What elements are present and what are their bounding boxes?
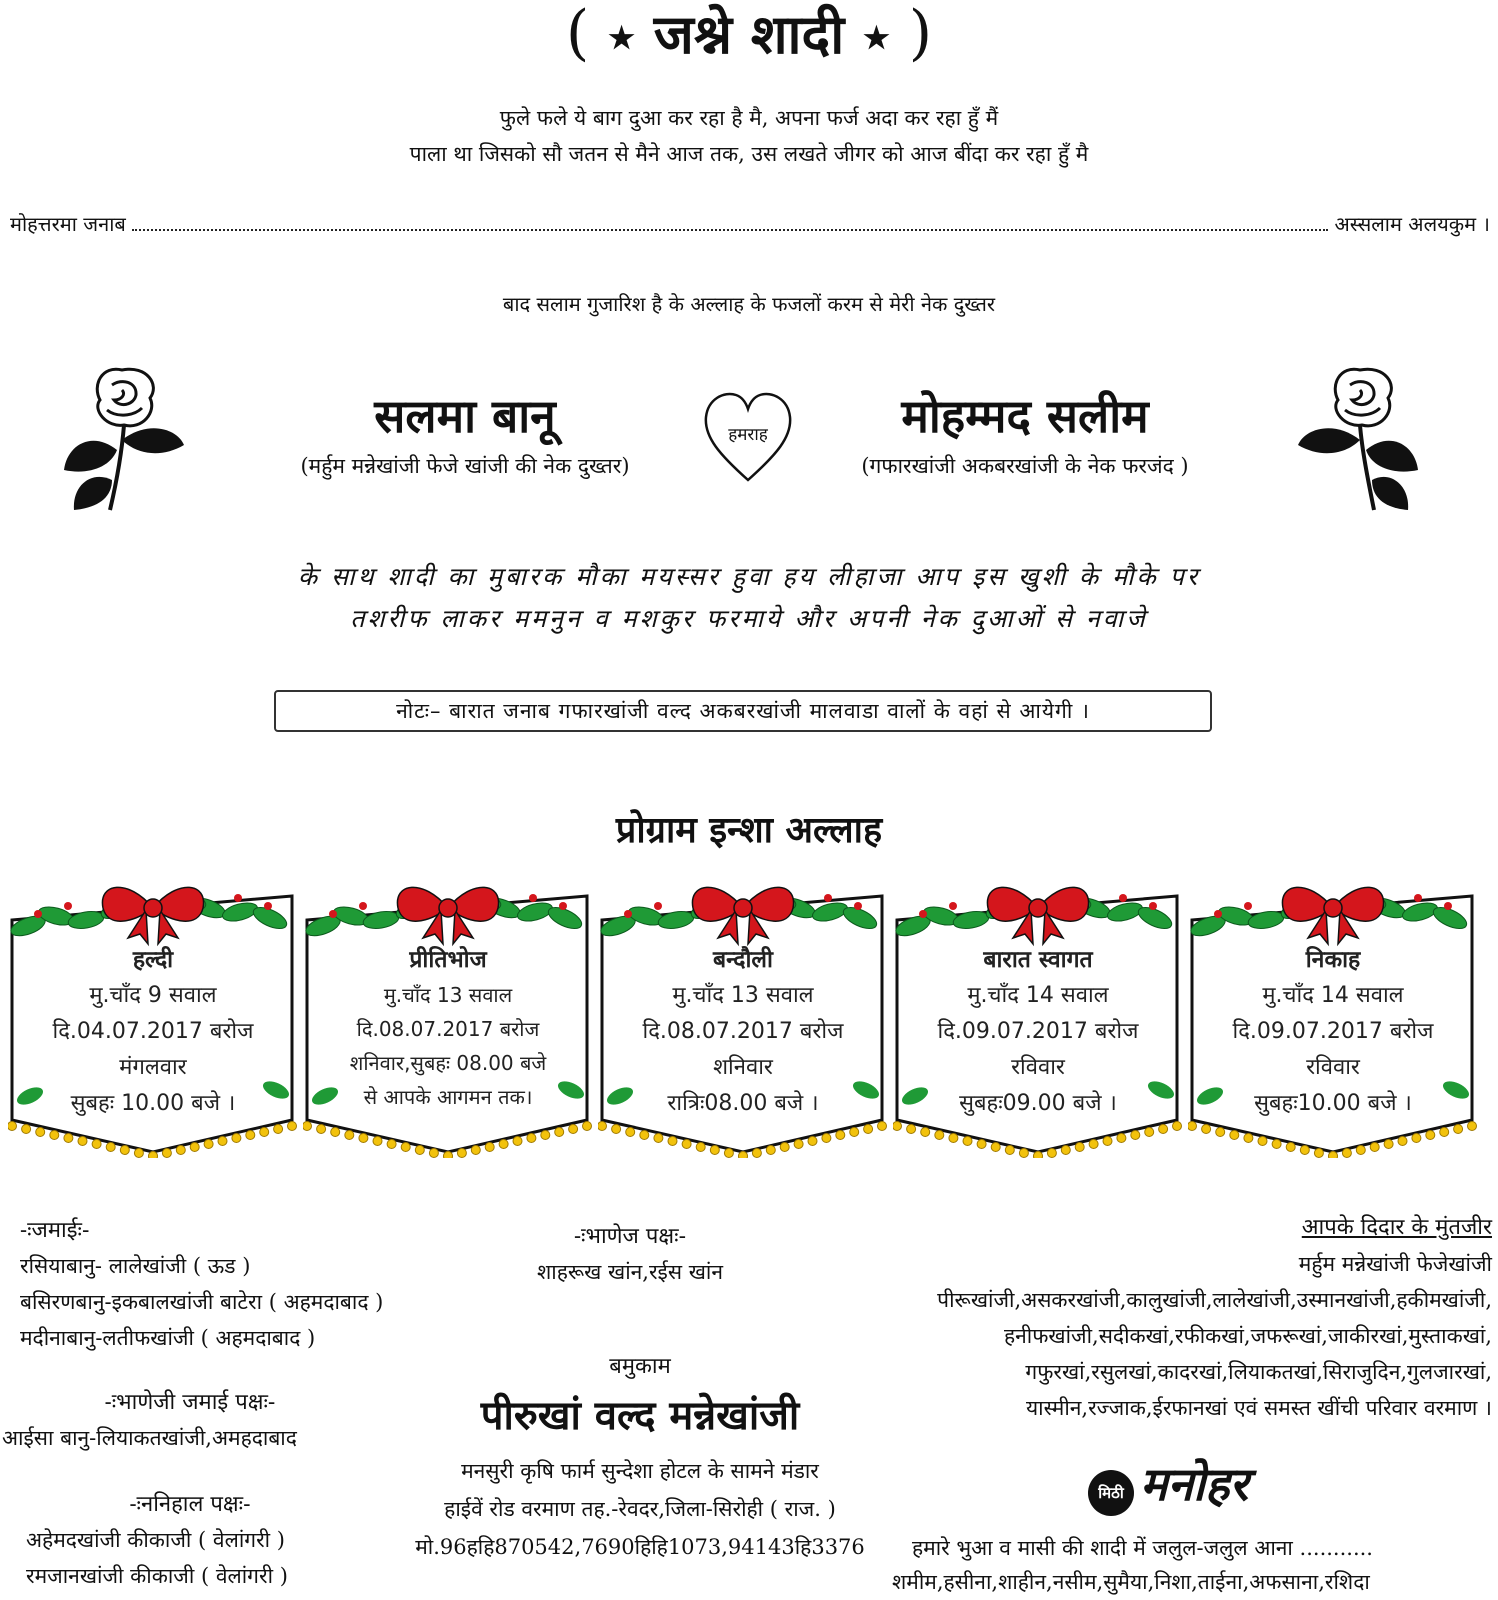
list-item: शाहरूख खांन,रईस खांन <box>536 1260 724 1284</box>
groom-name: मोहम्मद सलीम <box>901 389 1149 443</box>
heart-label: हमराह <box>728 425 768 445</box>
list-item: रमजानखांजी कीकाजी ( वेलांगरी ) <box>26 1564 288 1588</box>
event-title: बारात स्वागत <box>983 946 1093 973</box>
list-item: बसिरणबानु-इकबालखांजी बाटेरा ( अहमदाबाद ) <box>20 1290 384 1314</box>
list-item: गफुरखां,रसुलखां,कादरखां,लियाकतखां,सिराजुदिन,गुलजारखां, <box>1025 1360 1492 1384</box>
event-line: दि.09.07.2017 बरोज <box>1232 1019 1434 1044</box>
host-address-line-1: मनसुरी कृषि फार्म सुन्देशा होटल के सामने मंडार <box>461 1459 819 1483</box>
event-line: रविवार <box>1306 1055 1360 1080</box>
event-card <box>893 868 1183 1158</box>
event-title: प्रीतिभोज <box>409 946 487 973</box>
rose-right-icon <box>1290 350 1420 515</box>
list-item: मर्हुम मन्नेखांजी फेजेखांजी <box>1298 1252 1492 1276</box>
event-line: मु.चाँद 13 सवाल <box>383 983 513 1007</box>
nanihal-list <box>26 1522 446 1594</box>
event-line: से आपके आगमन तक। <box>363 1085 533 1109</box>
event-card <box>598 868 888 1158</box>
event-card <box>1188 868 1478 1158</box>
event-line: मु.चाँद 14 सवाल <box>967 983 1109 1008</box>
bride-block <box>230 384 700 480</box>
event-line: मु.चाँद 9 सवाल <box>89 983 217 1008</box>
note-box: नोटः– बारात जनाब गफारखांजी वल्द अकबरखांजी मालवाडा वालों के वहां से आयेगी । <box>274 690 1212 732</box>
event-line: सुबहः10.00 बजे । <box>1254 1091 1412 1116</box>
event-line: सुबहः09.00 बजे । <box>959 1091 1117 1116</box>
salutation-right: अस्सलाम अलयकुम । <box>1334 212 1490 236</box>
host-address <box>400 1452 880 1566</box>
host-name: पीरुखां वल्द मन्नेखांजी <box>480 1392 800 1439</box>
cousins-line-1: हमारे भुआ व मासी की शादी में जलुल-जलुल आना ........... <box>912 1536 1373 1560</box>
event-line: दि.04.07.2017 बरोज <box>52 1019 254 1044</box>
awaiting-list <box>800 1246 1492 1426</box>
bhanej-heading: -ःभाणेज पक्षः- <box>573 1224 687 1249</box>
program-heading: प्रोग्राम इन्शा अल्लाह <box>615 809 883 851</box>
event-line: दि.08.07.2017 बरोज <box>356 1017 540 1041</box>
host-phone: मो.96हहि870542,7690हिहि1073,94143हि3376 <box>415 1535 865 1559</box>
list-item: पीरूखांजी,असकरखांजी,कालुखांजी,लालेखांजी,उस्मानखांजी,हकीमखांजी, <box>937 1288 1492 1312</box>
right-crescent-icon: ) <box>908 0 933 68</box>
list-item: मदीनाबानु-लतीफखांजी ( अहमदाबाद ) <box>20 1326 316 1350</box>
bride-parent: (मर्हुम मन्नेखांजी फेजे खांजी की नेक दुख्तर) <box>300 454 630 478</box>
event-card <box>303 868 593 1158</box>
bhanje-jamai-list <box>2 1420 422 1456</box>
couplet-line-2: पाला था जिसको सौ जतन से मैने आज तक, उस लखते जीगर को आज बींदा कर रहा हुँ मै <box>409 142 1089 166</box>
card-title: ( ★ जश्ने शादी ★ ) <box>565 0 933 68</box>
event-line: सुबहः 10.00 बजे । <box>70 1091 236 1116</box>
event-line: शनिवार <box>713 1055 773 1080</box>
event-details <box>26 942 280 1122</box>
list-item: अहेमदखांजी कीकाजी ( वेलांगरी ) <box>26 1528 285 1552</box>
host-address-line-2: हाईवें रोड वरमाण तह.-रेवदर,जिला-सिरोही ( राज. ) <box>444 1497 836 1521</box>
host-label: बमुकाम <box>609 1354 671 1379</box>
invitation-line-2: तशरीफ लाकर ममनुन व मशकुर फरमाये और अपनी नेक दुआओं से नवाजे <box>350 604 1148 633</box>
salutation-left: मोहत्तरमा जनाब <box>10 212 126 236</box>
jamai-heading: -ःजमाईः- <box>20 1218 90 1243</box>
bhanje-jamai-heading: -ःभाणेजी जमाई पक्षः- <box>104 1390 276 1415</box>
event-line: मंगलवार <box>119 1055 187 1080</box>
event-details <box>321 942 575 1114</box>
bhanej-list <box>470 1254 790 1290</box>
event-line: रात्रिः08.00 बजे । <box>667 1091 819 1116</box>
cousins-line-2: शमीम,हसीना,शाहीन,नसीम,सुमैया,निशा,ताईना,अफसाना,रशिदा <box>892 1570 1370 1594</box>
event-details <box>1206 942 1460 1122</box>
event-title: बन्दौली <box>713 946 773 973</box>
groom-parent: (गफारखांजी अकबरखांजी के नेक फरजंद ) <box>861 454 1189 478</box>
intro-text: बाद सलाम गुजारिश है के अल्लाह के फजलों करम से मेरी नेक दुख्तर <box>502 292 996 316</box>
salutation-line <box>10 210 1490 237</box>
groom-block <box>790 384 1260 480</box>
blank-dotted-line <box>132 229 1329 231</box>
event-line: दि.08.07.2017 बरोज <box>642 1019 844 1044</box>
event-title: निकाह <box>1305 946 1361 973</box>
event-line: रविवार <box>1011 1055 1065 1080</box>
mithi-badge: मिठी <box>1088 1470 1134 1516</box>
list-item: हनीफखांजी,सदीकखां,रफीकखां,जफरूखां,जाकीरखां,मुस्ताकखां, <box>1003 1324 1492 1348</box>
jamai-list <box>20 1248 500 1356</box>
manohar-logo: मनोहर <box>1140 1457 1249 1511</box>
event-line: शनिवार,सुबहः 08.00 बजे <box>349 1051 547 1075</box>
rose-left-icon <box>62 350 192 515</box>
list-item: यास्मीन,रज्जाक,ईरफानखां एवं समस्त खींची परिवार वरमाण । <box>1025 1396 1492 1420</box>
nanihal-heading: -ःननिहाल पक्षः- <box>129 1492 251 1517</box>
event-card <box>8 868 298 1158</box>
list-item: आईसा बानु-लियाकतखांजी,अमहदाबाद <box>2 1426 297 1450</box>
couplet-line-1: फुले फले ये बाग दुआ कर रहा है मै, अपना फर्ज अदा कर रहा हुँ मैं <box>499 106 999 130</box>
star-icon: ★ <box>608 20 635 56</box>
event-title: हल्दी <box>132 946 174 973</box>
left-crescent-icon: ( <box>565 0 590 68</box>
awaiting-heading: आपके दिदार के मुंतजीर <box>1301 1215 1492 1240</box>
bride-name: सलमा बानू <box>374 389 556 443</box>
event-line: दि.09.07.2017 बरोज <box>937 1019 1139 1044</box>
event-details <box>616 942 870 1122</box>
star-icon: ★ <box>863 20 890 56</box>
list-item: रसियाबानु- लालेखांजी ( ऊड ) <box>20 1254 251 1278</box>
invitation-line-1: के साथ शादी का मुबारक मौका मयस्सर हुवा हय लीहाजा आप इस खुशी के मौके पर <box>297 562 1201 591</box>
event-line: मु.चाँद 13 सवाल <box>672 983 814 1008</box>
event-line: मु.चाँद 14 सवाल <box>1262 983 1404 1008</box>
event-details <box>911 942 1165 1122</box>
